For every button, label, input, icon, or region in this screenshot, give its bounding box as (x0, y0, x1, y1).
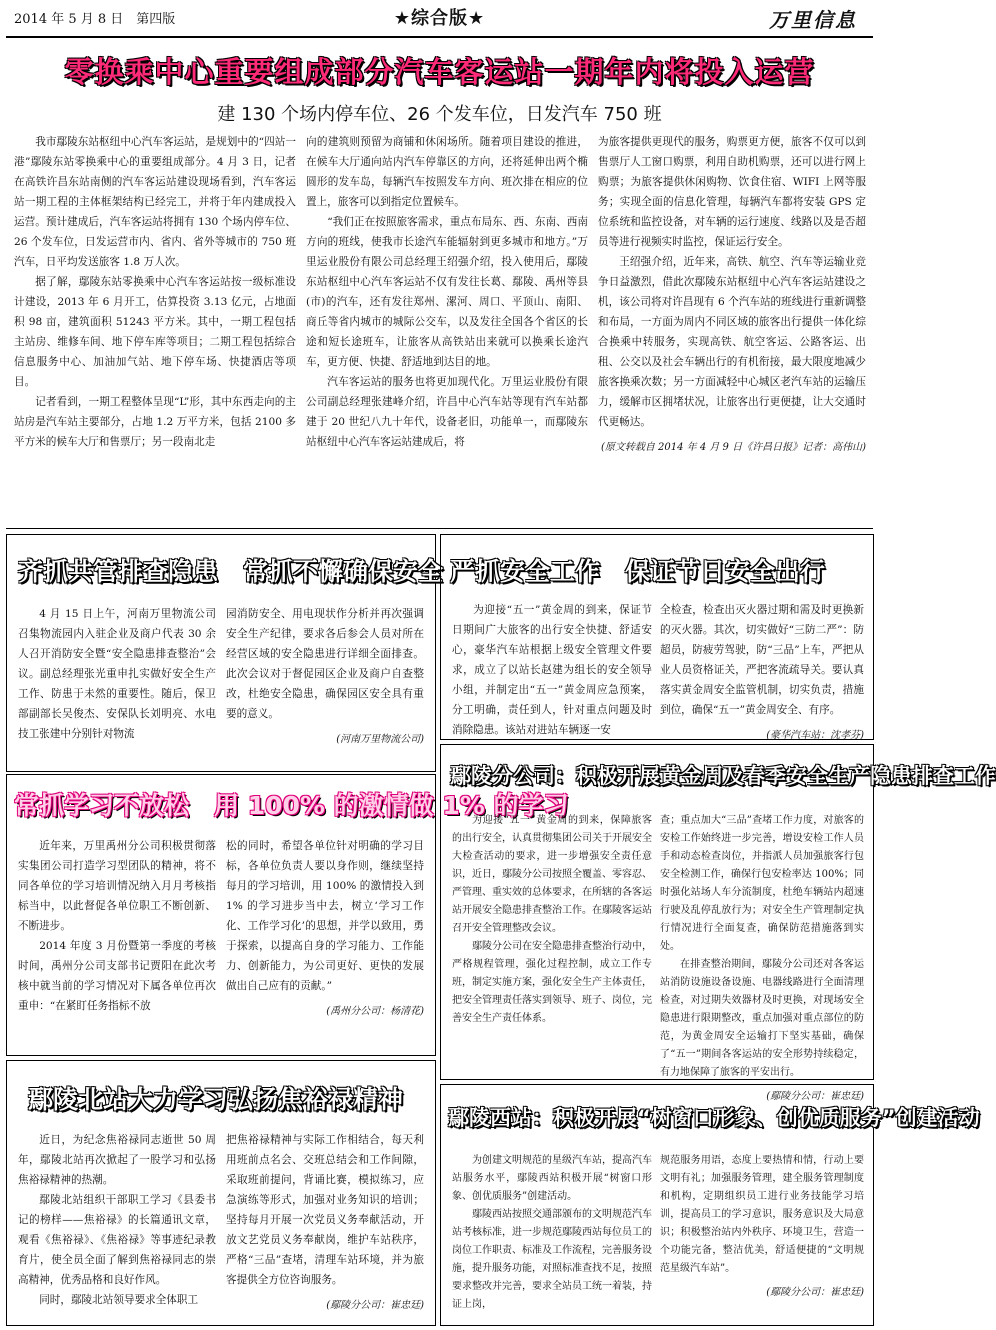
article-column (18, 836, 216, 1048)
article-paragraph: 松的同时，希望各单位针对明确的学习目标，各单位负责人要以身作则，继续坚持每月的学习培训，用 100% 的激情投入到 1% 的学习进步当中去，树立‘学习工作化、工作学习化’的思想，并学以致用，勇于探索，以提高自身的学习能力、工作能力、创新能力，为公司更好、更快的发展做出自己应有的贡献。” (226, 840, 424, 992)
article-column (660, 600, 864, 741)
lead-paragraph: 我市鄢陵东站枢纽中心汽车客运站，是规划中的“四站一港”鄢陵东站零换乘中心的重要组成部分。4 月 3 日，记者在高铁许昌东站南侧的汽车客运站建设现场看到，汽车客运站一期工程的主体框架结构已经完工，并将于年内建成投入运营。预计建成后，汽车客运站将拥有 130 个场内停车位、26 个发车位，日发运营市内、省内、省外等城市的 750 班汽车，日平均发送旅客 1.8 万人次。 (14, 136, 296, 268)
article-column (660, 1152, 864, 1320)
article-paragraph: 把焦裕禄精神与实际工作相结合，每天利用班前点名会、交班总结会和工作间隙，采取班前提问，背诵比赛，模拟练习，应急演练等形式，加强对业务知识的培训；坚持每月开展一次党员义务奉献活动，开放文艺党员义务奉献岗，维护车站秩序，严格“三品”查堵，清理车站环境，并为旅客提供全方位咨询服务。 (226, 1134, 424, 1286)
article-headline: 鄢陵分公司：积极开展黄金周及春季安全生产隐患排查工作 (450, 764, 996, 788)
section-title: ★综合版★ (393, 8, 486, 29)
article-source: (河南万里物流公司) (336, 734, 424, 745)
article-headline: 常抓学习不放松 用 100% 的激情做 1% 的学习 (14, 791, 569, 820)
article-paragraph: 鄢陵西站按照交通部颁布的文明规范汽车站考核标准，进一步规范鄢陵西站每位员工的岗位工作职责、标准及工作流程，完善服务设施，提升服务功能，对照标准查找不足，按照要求整改并完善，要求全站员工统一着装，持证上岗， (452, 1209, 652, 1310)
article-paragraph: 鄢陵分公司在安全隐患排查整治行动中，严格规程管理，强化过程控制，成立工作专班，制定实施方案，强化安全生产主体责任，把安全管理责任落实到领导、班子、岗位，完善安全生产责任体系。 (452, 941, 652, 1024)
article-paragraph: 鄢陵北站组织干部职工学习《县委书记的榜样——焦裕禄》的长篇通讯文章，观看《焦裕禄》、《焦裕禄》等事迹纪录教育片，使全员全面了解到焦裕禄同志的崇高精神，优秀品格和良好作风。 (18, 1194, 216, 1286)
lead-paragraph: 为旅客提供更现代的服务，购票更方便，旅客不仅可以到售票厅人工窗口购票，利用自助机购票，还可以进行网上购票；为旅客提供休闲购物、饮食住宿、WIFI 上网等服务；实现全面的信息化管理，每辆汽车都将安装 GPS 定位系统和监控设备，对车辆的运行速度、线路以及是否超员等进行视频实时监控，保证运行安全。 (598, 136, 866, 248)
article-source: (鄢陵分公司：崔忠廷) (766, 1287, 864, 1298)
article-paragraph: 规范服务用语，态度上要热情和情，行动上要文明有礼；加强服务管理，建全服务管理制度和机构，定期组织员工进行业务技能学习培训，提高员工的学习意识，服务意识及大局意识；积极整治站内外秩序、环境卫生，营造一个功能完备，整洁优美，舒适便捷的“文明规范星级汽车站”。 (660, 1155, 864, 1274)
article-column (660, 812, 864, 1102)
article-paragraph: 2014 年度 3 月份暨第一季度的考核时间，禹州分公司支部书记贾阳在此次考核中就当前的学习情况对下属各单位再次重申：“在紧盯任务指标不放 (18, 940, 216, 1012)
article-column (226, 1130, 424, 1320)
article-paragraph: 在排查整治期间，鄢陵分公司还对各客运站消防设施设备设施、电器线路进行全面清理检查，对过期失效器材及时更换，对现场安全隐患进行限期整改，重点加强对重点部位的防范，为黄金周安全运输打下坚实基础，确保了“五一”期间各客运站的安全形势持续稳定，有力地保障了旅客的平安出行。 (660, 959, 864, 1078)
lead-paragraph: 据了解，鄢陵东站零换乘中心汽车客运站按一级标准设计建设，2013 年 6 月开工，估算投资 3.13 亿元，占地面积 98 亩，建筑面积 51243 平方米。其中，一期工程包括主站房、维修车间、地下停车库等项目；二期工程包括综合信息服务中心、加油加气站、地下停车场、快捷酒店等项目。 (14, 276, 296, 388)
issue-date: 2014 年 5 月 8 日 第四版 (14, 12, 176, 27)
article-source: (豪华汽车站：沈孝芬) (766, 730, 864, 741)
article-paragraph: 为创建文明规范的星级汽车站，提高汽车站服务水平，鄢陵西站积极开展“树窗口形象、创优质服务”创建活动。 (452, 1155, 652, 1202)
lead-source: (原文转载自 2014 年 4 月 9 日《许昌日报》记者：高伟山) (600, 442, 866, 453)
article-paragraph: 近日，为纪念焦裕禄同志逝世 50 周年，鄢陵北站再次掀起了一股学习和弘扬焦裕禄精神的热潮。 (18, 1134, 216, 1186)
article-paragraph: 全检查，检查出灭火器过期和需及时更换新的灭火器。其次，切实做好“三防二严”：防超员，防疲劳驾驶，防“三品”上车，严把从业人员资格证关，严把客流疏导关。要认真落实黄金周安全监管机制，切实负责，措施到位，确保“五一”黄金周安全、有序。 (660, 604, 864, 716)
article-headline: 鄢陵北站大力学习弘扬焦裕禄精神 (28, 1085, 404, 1114)
lead-column-3 (598, 132, 866, 524)
article-column (18, 604, 216, 764)
article-column (452, 600, 652, 734)
lead-paragraph: “我们正在按照旅客需求，重点布局东、西、东南、西南方向的班线，使我市长途汽车能辐射到更多城市和地方。”万里运业股份有限公司总经理王绍强介绍，投入使用后，鄢陵东站枢纽中心汽车客运站不仅有发往长葛、鄢陵、禹州等县(市)的汽车，还有发往郑州、漯河、周口、平顶山、南阳、商丘等省内城市的城际公交车，以及发往全国各个省区的长途和短长途班车，让旅客从高铁站出来就可以换乘长途汽车，更方便、快捷、舒适地到达目的地。 (306, 216, 588, 368)
article-source: (鄢陵分公司：崔忠廷) (326, 1300, 424, 1311)
lead-column-1 (14, 132, 296, 524)
article-paragraph: 近年来，万里禹州分公司积极贯彻落实集团公司打造学习型团队的精神，将不同各单位的学习培训情况纳入月月考核指标当中，以此督促各单位职工不断创新、不断进步。 (18, 840, 216, 932)
article-column (18, 1130, 216, 1320)
section-divider (6, 528, 873, 529)
article-headline: 严抓安全工作 保证节日安全出行 (450, 557, 826, 586)
article-headline: 齐抓共管排查隐患 常抓不懈确保安全 (18, 557, 444, 586)
article-column (452, 812, 652, 1074)
article-source: (禹州分公司：杨清花) (326, 1006, 424, 1017)
article-paragraph: 同时，鄢陵北站领导要求全体职工 (39, 1294, 199, 1306)
article-paragraph: 4 月 15 日上午，河南万里物流公司召集物流园内入驻企业及商户代表 30 余人召开消防安全暨“安全隐患排查整治”会议。副总经理张光重申扎实做好安全生产工作、防患于未然的重要性。随后，保卫部副部长吴俊杰、安保队长刘明亮、水电技工张建中分别针对物流 (18, 608, 216, 740)
article-paragraph: 查；重点加大“三品”查堵工作力度，对旅客的安检工作始终进一步完善，增设安检工作人员手和动态检查岗位，并指派人员加强旅客行包安全检测工作，确保行包安检率达 100%；同时强化站场人车分流制度，杜绝车辆站内超速行驶及乱停乱放行为；对安全生产管理制定执行情况进行全面复查，确保防范措施落到实处。 (660, 815, 864, 952)
article-column (226, 836, 424, 1048)
article-paragraph: 为迎接“五一”黄金周的到来，保障旅客的出行安全，认真贯彻集团公司关于开展安全大检查活动的要求，进一步增强安全责任意识，近日，鄢陵分公司按照全覆盖、零容忍、严管理、重实效的总体要求，在所辖的各客运站开展安全隐患排查整治工作。在鄢陵客运站召开安全管理整改会议。 (452, 815, 652, 934)
article-column (226, 604, 424, 764)
article-source: (鄢陵分公司：崔忠廷) (766, 1091, 864, 1102)
article-column (452, 1152, 652, 1320)
page-header (0, 0, 879, 40)
lead-paragraph: 向的建筑则预留为商铺和休闲场所。随着项目建设的推进，在候车大厅通向站内汽车停靠区的方向，还将延伸出两个椭圆形的发车岛，每辆汽车按照发车方向、班次排在相应的位置上，旅客可以到指定位置候车。 (306, 136, 588, 208)
article-paragraph: 为迎接“五一”黄金周的到来，保证节日期间广大旅客的出行安全快捷、舒适安心，豪华汽车站根据上级安全管理文件要求，成立了以站长赵建为组长的安全领导小组，并制定出“五一”黄金周应急预案，分工明确，责任到人，针对重点问题及时消除隐患。该站对进站车辆逐一安 (452, 604, 652, 736)
lead-subheadline: 建 130 个场内停车位、26 个发车位，日发汽车 750 班 (217, 104, 662, 125)
newspaper-logo: 万里信息 (769, 8, 857, 32)
article-headline: 鄢陵西站：积极开展“树窗口形象、创优质服务”创建活动 (448, 1106, 980, 1130)
article-paragraph: 园消防安全、用电现状作分析并再次强调安全生产纪律，要求各后参会人员对所在经营区域的安全隐患进行详细全面排查。此次会议对于督促园区企业及商户自查整改，杜绝安全隐患，确保园区安全具有重要的意义。 (226, 608, 424, 720)
lead-headline: 零换乘中心重要组成部分汽车客运站一期年内将投入运营 (64, 55, 815, 89)
lead-paragraph: 记者看到，一期工程整体呈现“L”形，其中东西走向的主站房是汽车站主要部分，占地 1.2 万平方米，包括 2100 多平方米的候车大厅和售票厅；另一段南北走 (14, 396, 296, 448)
lead-column-2 (306, 132, 588, 524)
lead-paragraph: 王绍强介绍，近年来，高铁、航空、汽车等运输业竞争日益激烈，借此次鄢陵东站枢纽中心汽车客运站建设之机，该公司将对许昌现有 6 个汽车站的班线进行重新调整和布局，一方面为周内不同区域的旅客出行提供一体化综合换乘中转服务，实现高铁、航空客运、公路客运、出租、公交以及社会车辆出行的有机衔接，最大限度地减少旅客换乘次数；另一方面减轻中心城区老汽车站的运输压力，缓解市区拥堵状况，让旅客出行更便捷，让大交通时代更畅达。 (598, 256, 866, 428)
header-divider (6, 36, 873, 38)
lead-paragraph: 汽车客运站的服务也将更加现代化。万里运业股份有限公司副总经理张建峰介绍，许昌中心汽车站等现有汽车站都建于 20 世纪八九十年代，设备老旧，功能单一，而鄢陵东站枢纽中心汽车客运站建成后，将 (306, 376, 588, 448)
